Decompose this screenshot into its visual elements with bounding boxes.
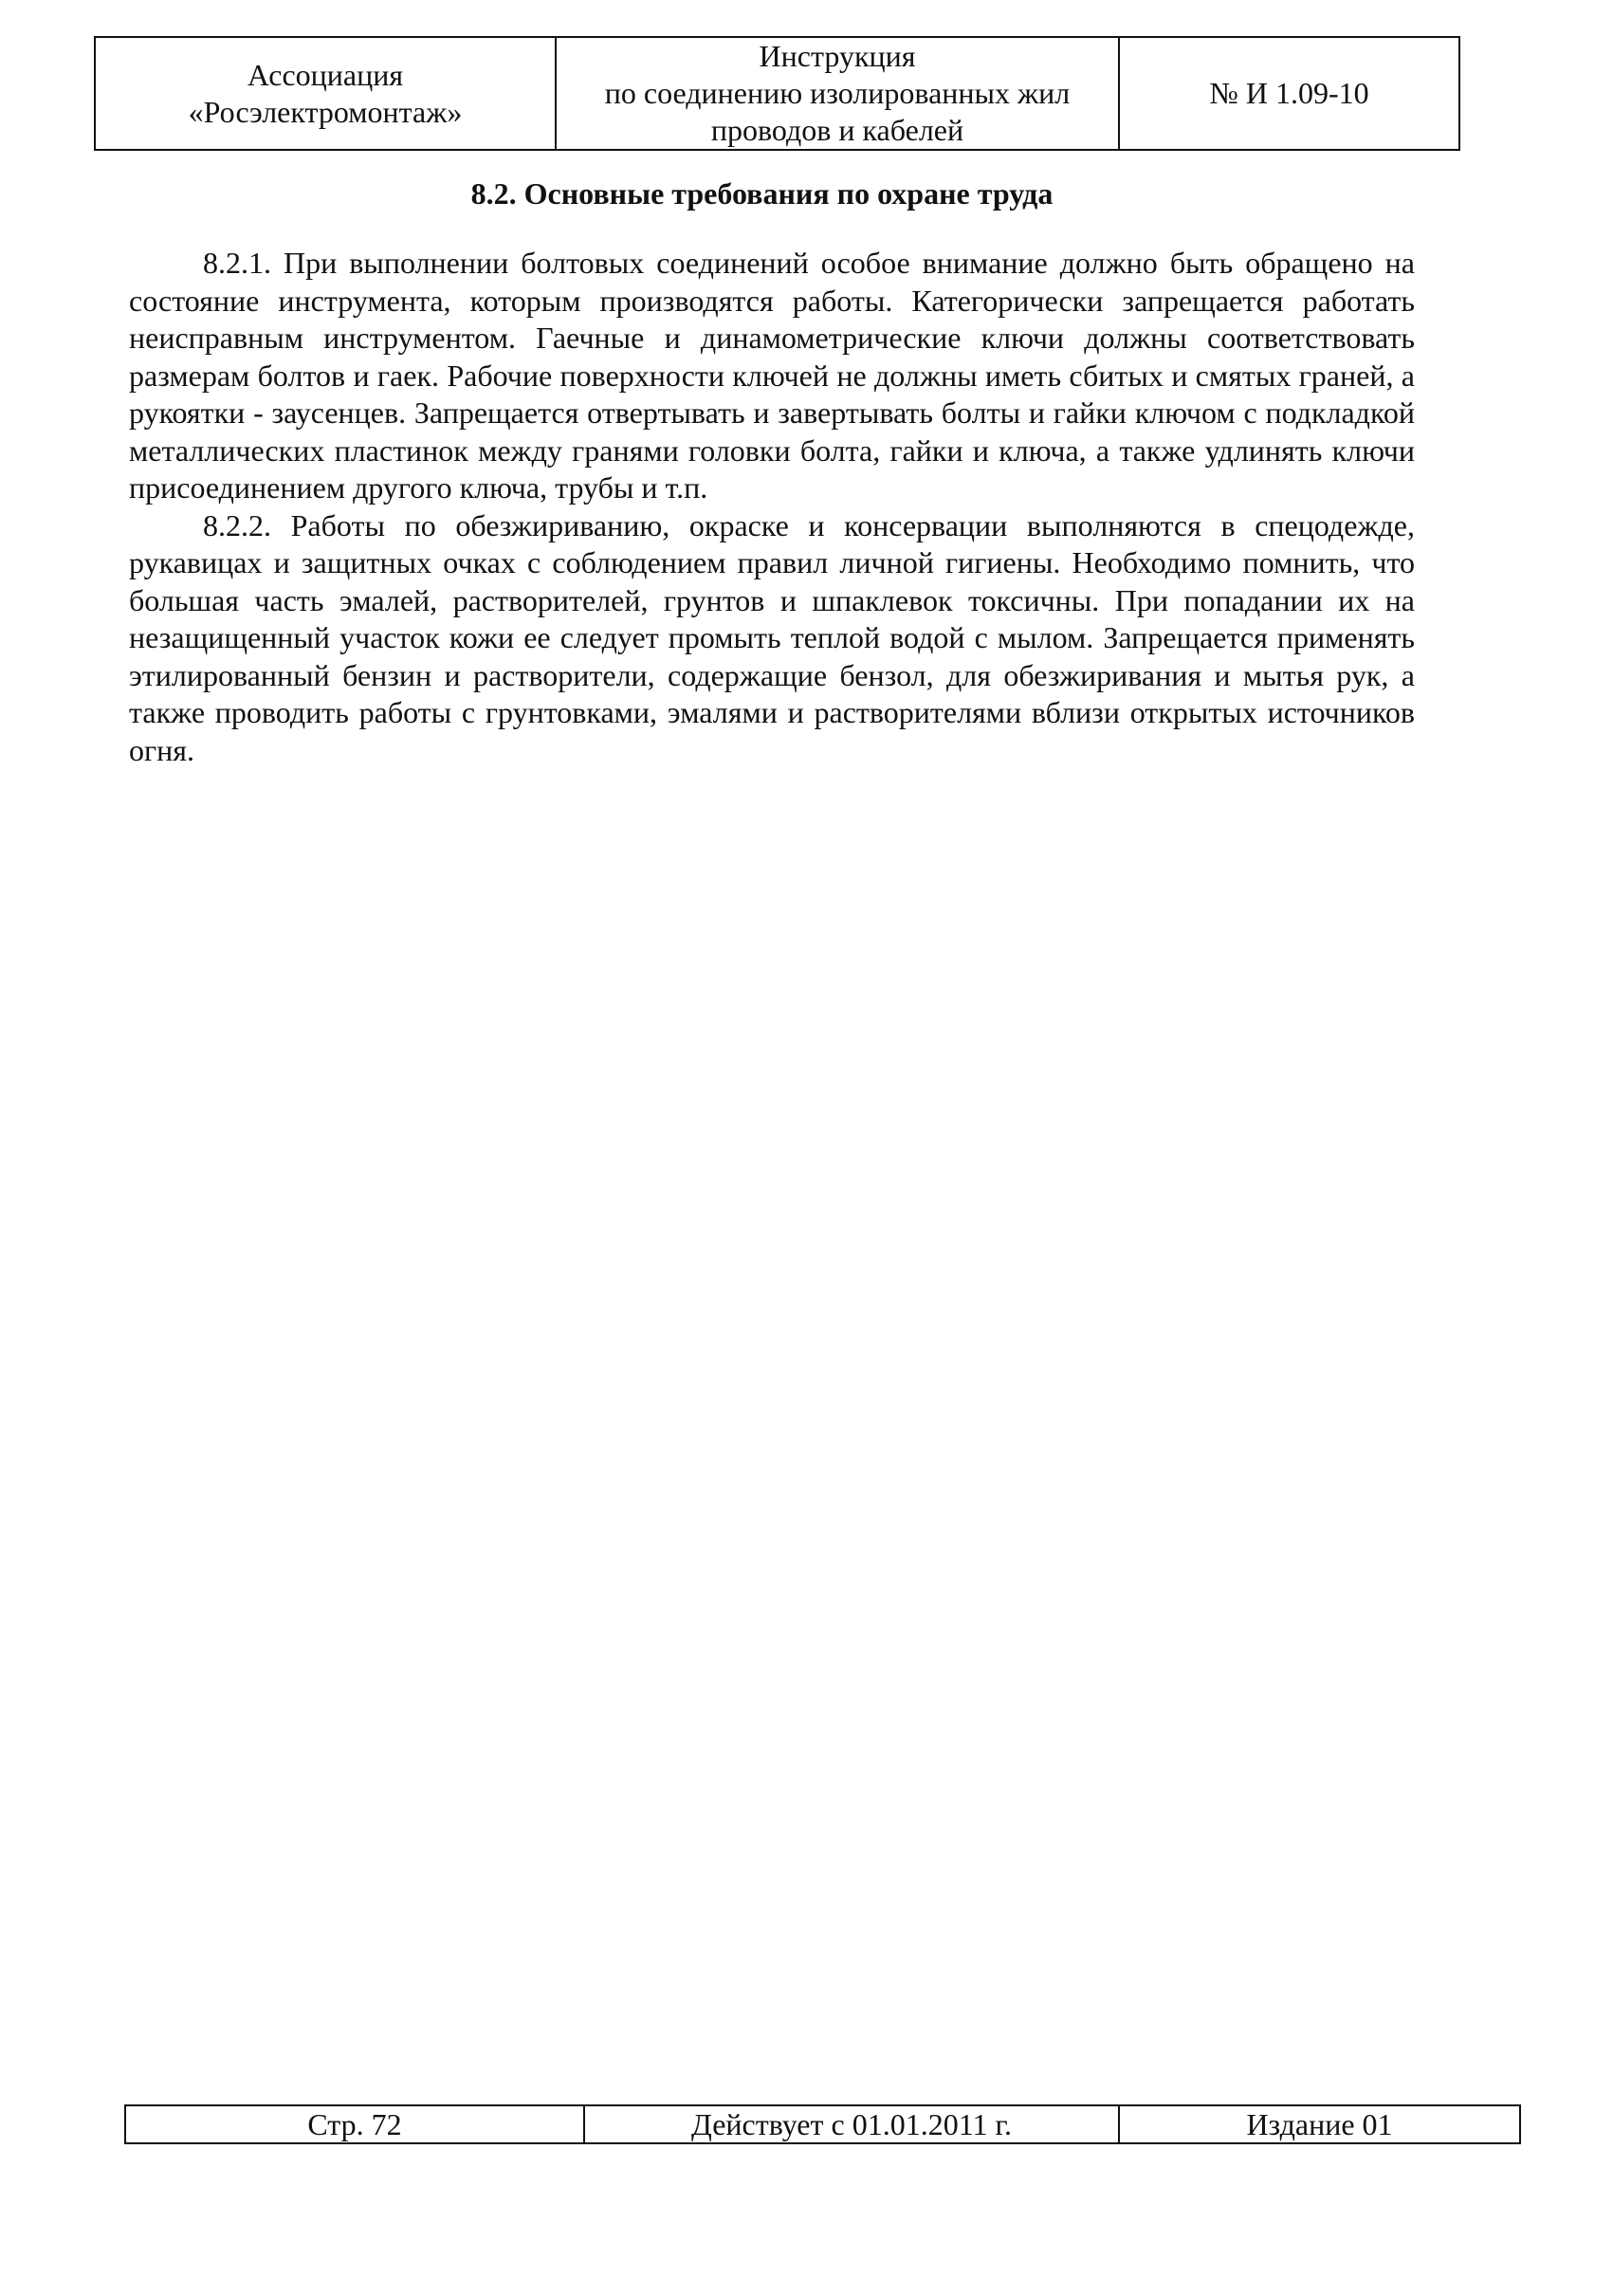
organization-line-1: Ассоциация <box>247 57 404 92</box>
edition: Издание 01 <box>1119 2105 1520 2143</box>
paragraph-8-2-1: 8.2.1. При выполнении болтовых соединений особое внимание должно быть обращено на состояние инструмента, которым производятся работы. Категорически запрещается работать неисправным инструментом. Гаечные и динамометрические ключи должны соответствовать размерам болтов и гаек. Рабочие поверхности ключей не должны иметь сбитых и смятых граней, а рукоятки - заусенцев. Запрещается отвертывать и завертывать болты и гайки ключом с подкладкой металлических пластинок между гранями головки болта, гайки и ключа, а также удлинять ключи присоединением другого ключа, трубы и т.п. <box>129 246 1415 505</box>
document-title-cell <box>556 37 1119 150</box>
section-body <box>129 245 1415 769</box>
organization-line-2: «Росэлектромонтаж» <box>188 94 463 129</box>
section-heading: 8.2. Основные требования по охране труда <box>470 176 1054 211</box>
document-title-line-3: проводов и кабелей <box>710 113 964 147</box>
document-title-line-1: Инструкция <box>759 39 916 73</box>
document-header-table <box>94 36 1460 151</box>
document-title-line-2: по соединению изолированных жил <box>604 76 1071 110</box>
document-number-cell <box>1119 37 1459 150</box>
document-footer-table <box>124 2104 1521 2144</box>
valid-from: Действует с 01.01.2011 г. <box>584 2105 1119 2143</box>
page-number: Стр. 72 <box>125 2105 584 2143</box>
paragraph-8-2-2: 8.2.2. Работы по обезжириванию, окраске и консервации выполняются в спецодежде, рукавицах и защитных очках с соблюдением правил личной гигиены. Необходимо помнить, что большая часть эмалей, растворителей, грунтов и шпаклевок токсичны. При попадании их на незащищенный участок кожи ее следует промыть теплой водой с мылом. Запрещается применять этилированный бензин и растворители, содержащие бензол, для обезжиривания и мытья рук, а также проводить работы с грунтовками, эмалями и растворителями вблизи открытых источников огня. <box>129 507 1415 767</box>
document-number: № И 1.09-10 <box>1209 76 1369 110</box>
organization-cell <box>95 37 556 150</box>
